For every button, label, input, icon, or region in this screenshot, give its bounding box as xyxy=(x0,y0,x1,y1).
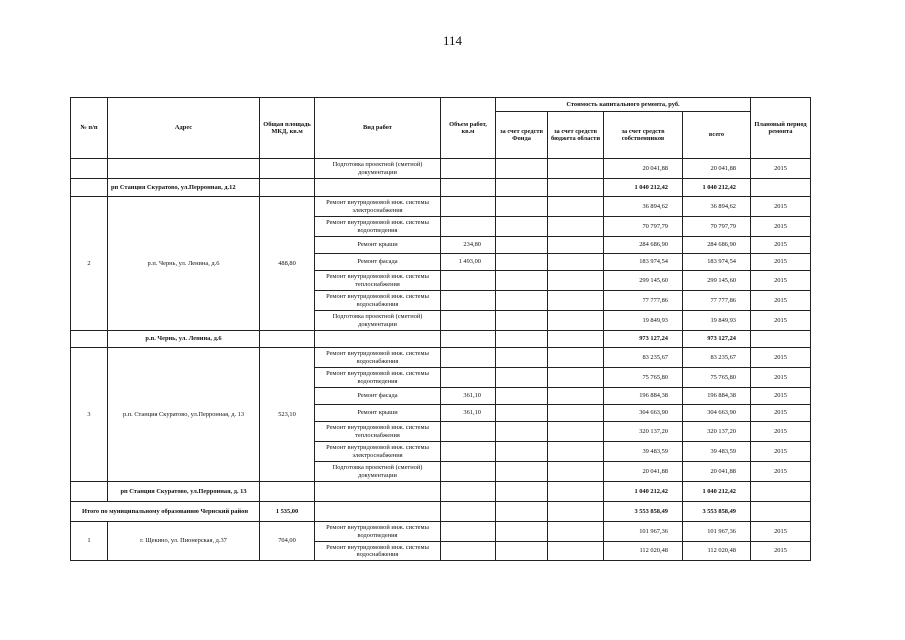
header-area: Общая площадь МКД, кв.м xyxy=(260,98,315,159)
work-type-cell: Подготовка проектной (сметной) документации xyxy=(315,462,441,482)
header-row xyxy=(71,98,811,112)
total-cell: 284 686,90 xyxy=(683,237,751,254)
total-cell: 183 974,54 xyxy=(683,254,751,271)
work-type-cell: Ремонт внутридомовой инж. системы водоснабжения xyxy=(315,291,441,311)
owners-cell: 1 040 212,42 xyxy=(604,179,683,197)
header-volume: Объем работ, кв.м xyxy=(441,98,496,159)
area-cell: 523,10 xyxy=(260,348,315,482)
capital-repair-table xyxy=(70,97,811,561)
total-cell: 20 041,88 xyxy=(683,462,751,482)
total-cell: 304 663,90 xyxy=(683,405,751,422)
work-type-cell: Ремонт внутридомовой инж. системы водоснабжения xyxy=(315,348,441,368)
period-cell: 2015 xyxy=(751,237,811,254)
total-cell: 75 765,80 xyxy=(683,368,751,388)
total-cell: 19 849,93 xyxy=(683,311,751,331)
period-cell: 2015 xyxy=(751,217,811,237)
total-cell: 299 145,60 xyxy=(683,271,751,291)
total-cell: 77 777,86 xyxy=(683,291,751,311)
period-cell: 2015 xyxy=(751,291,811,311)
owners-cell: 39 483,59 xyxy=(604,442,683,462)
area-cell: 704,00 xyxy=(260,522,315,561)
period-cell: 2015 xyxy=(751,254,811,271)
row-number: 2 xyxy=(71,197,108,331)
total-cell: 112 020,48 xyxy=(683,542,751,561)
period-cell: 2015 xyxy=(751,197,811,217)
owners-cell: 20 041,88 xyxy=(604,159,683,179)
subtotal-row xyxy=(71,482,811,502)
period-cell: 2015 xyxy=(751,442,811,462)
row-number: 3 xyxy=(71,348,108,482)
owners-cell: 1 040 212,42 xyxy=(604,482,683,502)
header-address: Адрес xyxy=(108,98,260,159)
volume-cell: 361,10 xyxy=(441,405,496,422)
address-cell: г. Щекино, ул. Пионерская, д.37 xyxy=(108,522,260,561)
work-type-cell: Ремонт внутридомовой инж. системы водоотведения xyxy=(315,522,441,542)
owners-cell: 299 145,60 xyxy=(604,271,683,291)
period-cell: 2015 xyxy=(751,522,811,542)
total-cell: 39 483,59 xyxy=(683,442,751,462)
owners-cell: 284 686,90 xyxy=(604,237,683,254)
work-type-cell: Ремонт внутридомовой инж. системы водоснабжения xyxy=(315,542,441,561)
total-cell: 83 235,67 xyxy=(683,348,751,368)
owners-cell: 20 041,88 xyxy=(604,462,683,482)
work-type-cell: Ремонт фасада xyxy=(315,254,441,271)
work-type-cell: Ремонт крыши xyxy=(315,237,441,254)
area-cell: 488,80 xyxy=(260,197,315,331)
work-type-cell: Подготовка проектной (сметной) документации xyxy=(315,159,441,179)
work-type-cell: Ремонт внутридомовой инж. системы электроснабжения xyxy=(315,442,441,462)
total-cell: 101 967,36 xyxy=(683,522,751,542)
row-number: 1 xyxy=(71,522,108,561)
owners-cell: 77 777,86 xyxy=(604,291,683,311)
work-type-cell: Ремонт внутридомовой инж. системы водоотведения xyxy=(315,217,441,237)
period-cell: 2015 xyxy=(751,422,811,442)
total-cell: 1 040 212,42 xyxy=(683,482,751,502)
page-number: 114 xyxy=(442,33,463,48)
total-cell: 3 553 858,49 xyxy=(683,502,751,522)
header-total: всего xyxy=(683,112,751,159)
work-type-cell: Ремонт крыши xyxy=(315,405,441,422)
header-fund: за счет средств Фонда xyxy=(496,112,548,159)
table-row xyxy=(71,197,811,217)
work-type-cell: Ремонт внутридомовой инж. системы электроснабжения xyxy=(315,197,441,217)
period-cell: 2015 xyxy=(751,462,811,482)
subtotal-label: р.п. Чернь, ул. Ленина, д.6 xyxy=(108,331,260,348)
owners-cell: 3 553 858,49 xyxy=(604,502,683,522)
owners-cell: 320 137,20 xyxy=(604,422,683,442)
total-cell: 320 137,20 xyxy=(683,422,751,442)
owners-cell: 183 974,54 xyxy=(604,254,683,271)
total-cell: 70 797,79 xyxy=(683,217,751,237)
subtotal-label: рп Станция Скуратово, ул.Перронная, д.12 xyxy=(108,179,260,197)
owners-cell: 70 797,79 xyxy=(604,217,683,237)
work-type-cell: Ремонт фасада xyxy=(315,388,441,405)
header-period: Плановый период ремонта xyxy=(751,98,811,159)
total-cell: 36 894,62 xyxy=(683,197,751,217)
district-total-label: Итого по муниципальному образованию Чернский район xyxy=(71,502,260,522)
address-cell: р.п. Чернь, ул. Ленина, д.6 xyxy=(108,197,260,331)
table-row xyxy=(71,522,811,542)
work-type-cell: Ремонт внутридомовой инж. системы теплоснабжения xyxy=(315,422,441,442)
total-cell: 196 884,38 xyxy=(683,388,751,405)
work-type-cell: Ремонт внутридомовой инж. системы водоотведения xyxy=(315,368,441,388)
district-total-row xyxy=(71,502,811,522)
period-cell: 2015 xyxy=(751,542,811,561)
work-type-cell: Подготовка проектной (сметной) документации xyxy=(315,311,441,331)
subtotal-row xyxy=(71,331,811,348)
header-owners: за счет средств собственников xyxy=(604,112,683,159)
period-cell: 2015 xyxy=(751,405,811,422)
total-cell: 20 041,88 xyxy=(683,159,751,179)
address-cell: р.п. Станция Скуратово, ул.Перронная, д. 13 xyxy=(108,348,260,482)
period-cell: 2015 xyxy=(751,271,811,291)
header-cost-group: Стоимость капитального ремонта, руб. xyxy=(496,98,751,112)
period-cell: 2015 xyxy=(751,388,811,405)
total-cell: 1 040 212,42 xyxy=(683,179,751,197)
volume-cell: 234,80 xyxy=(441,237,496,254)
work-type-cell: Ремонт внутридомовой инж. системы теплоснабжения xyxy=(315,271,441,291)
total-cell: 973 127,24 xyxy=(683,331,751,348)
period-cell: 2015 xyxy=(751,311,811,331)
owners-cell: 973 127,24 xyxy=(604,331,683,348)
subtotal-label: рп Станция Скуратово, ул.Перронная, д. 13 xyxy=(108,482,260,502)
period-cell: 2015 xyxy=(751,159,811,179)
header-regional: за счет средств бюджета области xyxy=(548,112,604,159)
volume-cell: 361,10 xyxy=(441,388,496,405)
period-cell: 2015 xyxy=(751,368,811,388)
area-cell: 1 535,00 xyxy=(260,502,315,522)
owners-cell: 36 894,62 xyxy=(604,197,683,217)
owners-cell: 83 235,67 xyxy=(604,348,683,368)
subtotal-row xyxy=(71,179,811,197)
owners-cell: 101 967,36 xyxy=(604,522,683,542)
volume-cell: 1 493,00 xyxy=(441,254,496,271)
header-num: № п/п xyxy=(71,98,108,159)
period-cell: 2015 xyxy=(751,348,811,368)
owners-cell: 19 849,93 xyxy=(604,311,683,331)
table-row xyxy=(71,159,811,179)
owners-cell: 112 020,48 xyxy=(604,542,683,561)
owners-cell: 196 884,38 xyxy=(604,388,683,405)
table-row xyxy=(71,348,811,368)
header-work-type: Вид работ xyxy=(315,98,441,159)
owners-cell: 304 663,90 xyxy=(604,405,683,422)
owners-cell: 75 765,80 xyxy=(604,368,683,388)
